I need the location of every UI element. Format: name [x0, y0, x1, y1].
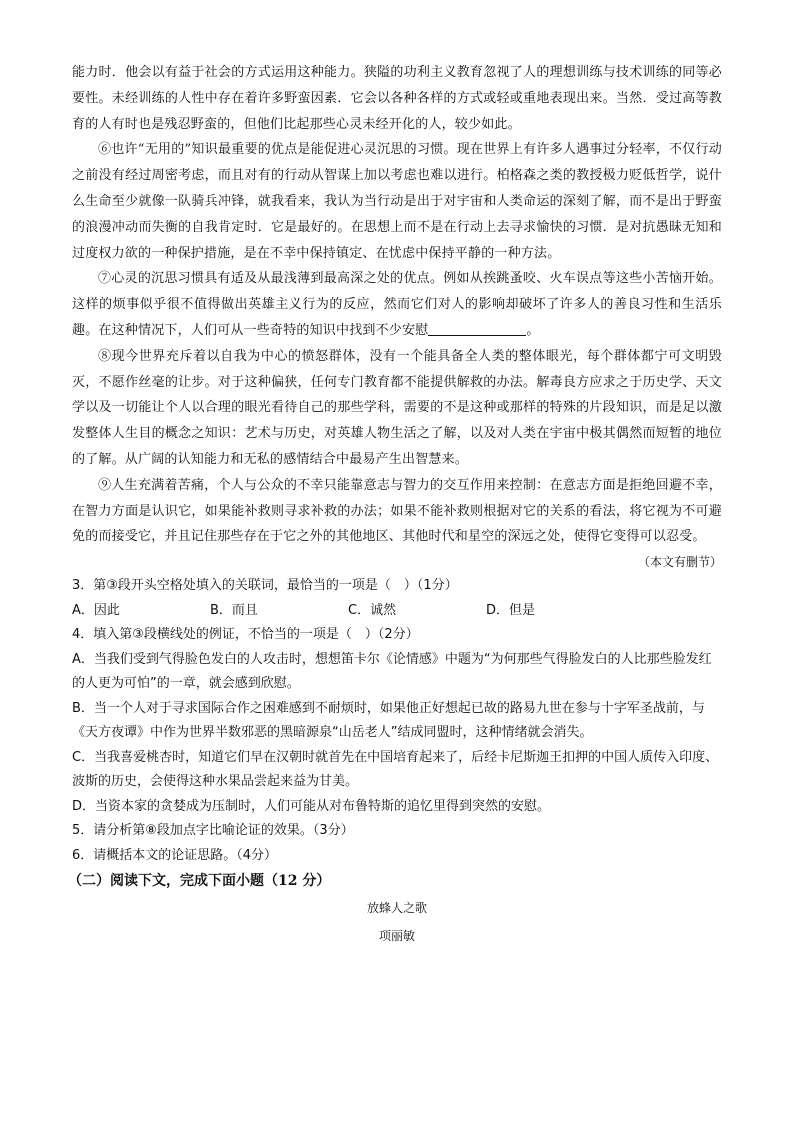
essay-paragraph-9: ⑨人生充满着苦痛，个人与公众的不幸只能靠意志与智力的交互作用来控制：在意志方面是拒绝回避不幸，在智力方面是认识它，如果能补救则寻求补救的办法；如果不能补救则根据对它的关系的看法，将它视为不可避免的而接受它，并且记住那些存在于它之外的其他地区、其他时代和星空的深远之处，使得它变得可以忍受。	[72, 477, 722, 545]
essay-paragraph-continued: 能力时．他会以有益于社会的方式运用这种能力。狭隘的功利主义教育忽视了人的理想训练与技术训练的同等必要性。未经训练的人性中存在着许多野蛮因素．它会以各种各样的方式或轻或重地表现出来。当然．受过高等教育的人有时也是残忍野蛮的，但他们比起那些心灵未经开化的人，较少如此。	[72, 65, 722, 132]
question-4: 4．填入第③段横线处的例证，不恰当的一项是（ ）（2分）	[72, 627, 419, 643]
question-3-options	[72, 599, 722, 624]
poem-author: 项丽敏	[378, 929, 415, 944]
document-page	[68, 60, 722, 950]
essay-paragraph-8: ⑧现今世界充斥着以自我为中心的愤怒群体，没有一个能具备全人类的整体眼光，每个群体都宁可文明毁灭，不愿作丝毫的让步。对于这种偏狭，任何专门教育都不能提供解救的办法。解毒良方应求之于历史学、天文学以及一切能让个人以合理的眼光看待自己的那些学科，需要的不是这种或那样的特殊的片段知识，而是足以激发整体人生目的概念之知识：艺术与历史，对英雄人物生活之了解，以及对人类在宇宙中极其偶然而短暂的地位的了解。从广阔的认知能力和无私的感情结合中最易产生出智慧来。	[72, 348, 722, 467]
essay-paragraph-7-text: ⑦心灵的沉思习惯具有适及从最浅薄到最高深之处的优点。例如从挨跳蚤咬、火车误点等这些小苦恼开始。这样的烦事似乎很不值得做出英雄主义行为的反应，然而它们对人的影响却破坏了许多人的善良习性和生活乐趣。在这种情况下，人们可从一些奇特的知识中找到不少安慰	[72, 271, 722, 338]
poem-title: 放蜂人之歌	[366, 901, 427, 916]
essay-paragraph-7	[72, 266, 722, 343]
essay-paragraph-7-end: 。	[526, 322, 540, 338]
abridged-note: （本文有删节）	[637, 555, 722, 570]
option-a: A．因此	[72, 602, 120, 618]
question-3: 3．第③段开头空格处填入的关联词，最恰当的一项是（ ）（1分）	[72, 578, 458, 594]
question-4-option-b: B．当一个人对于寻求国际合作之困难感到不耐烦时，如果他正好想起已故的路易九世在参与十字军圣战前，与《天方夜谭》中作为世界半数邪恶的黑暗源泉“山岳老人”结成同盟时，这种情绪就会消失。	[72, 700, 705, 741]
question-6: 6．请概括本文的论证思路。（4分）	[72, 847, 278, 863]
question-4-option-c: C．当我喜爱桃杏时，知道它们早在汉朝时就首先在中国培育起来了，后经卡尼斯迦王扣押的中国人质传入印度、波斯的历史，会使得这种水果品尝起来益为甘美。	[72, 749, 719, 790]
option-b: B．而且	[210, 602, 258, 618]
essay-paragraph-6: ⑥也许“无用的”知识最重要的优点是能促进心灵沉思的习惯。现在世界上有许多人遇事过分轻率，不仅行动之前没有经过周密考虑，而且对有的行动从智谋上加以考虑也难以进行。柏格森之类的教授极力贬低哲学，说什么生命至少就像一队骑兵冲锋，就我看来，我认为当行动是出于对宇宙和人类命运的深刻了解，而不是出于野蛮的浪漫冲动而失衡的自我肯定时．它是最好的。在思想上而不是在行动上去寻求愉快的习惯．是对抗愚昧无知和过度权力欲的一种保护措施，是在不幸中保持镇定、在忧虑中保持平静的一种方法。	[72, 142, 722, 261]
question-4-option-a: A．当我们受到气得脸色发白的人攻击时，想想笛卡尔《论情感》中题为“为何那些气得脸发白的人比那些脸发红的人更为可怕”的一章，就会感到欣慰。	[72, 651, 712, 692]
option-d: D．但是	[486, 602, 536, 618]
question-5: 5．请分析第⑧段加点字比喻论证的效果。（3分）	[72, 823, 354, 839]
section-2-title: （二）阅读下文，完成下面小题（12 分）	[68, 873, 331, 890]
answer-blank	[428, 321, 526, 336]
question-4-option-d: D．当资本家的贪婪成为压制时，人们可能从对布鲁特斯的追忆里得到突然的安慰。	[72, 798, 551, 814]
option-c: C．诚然	[348, 602, 397, 618]
